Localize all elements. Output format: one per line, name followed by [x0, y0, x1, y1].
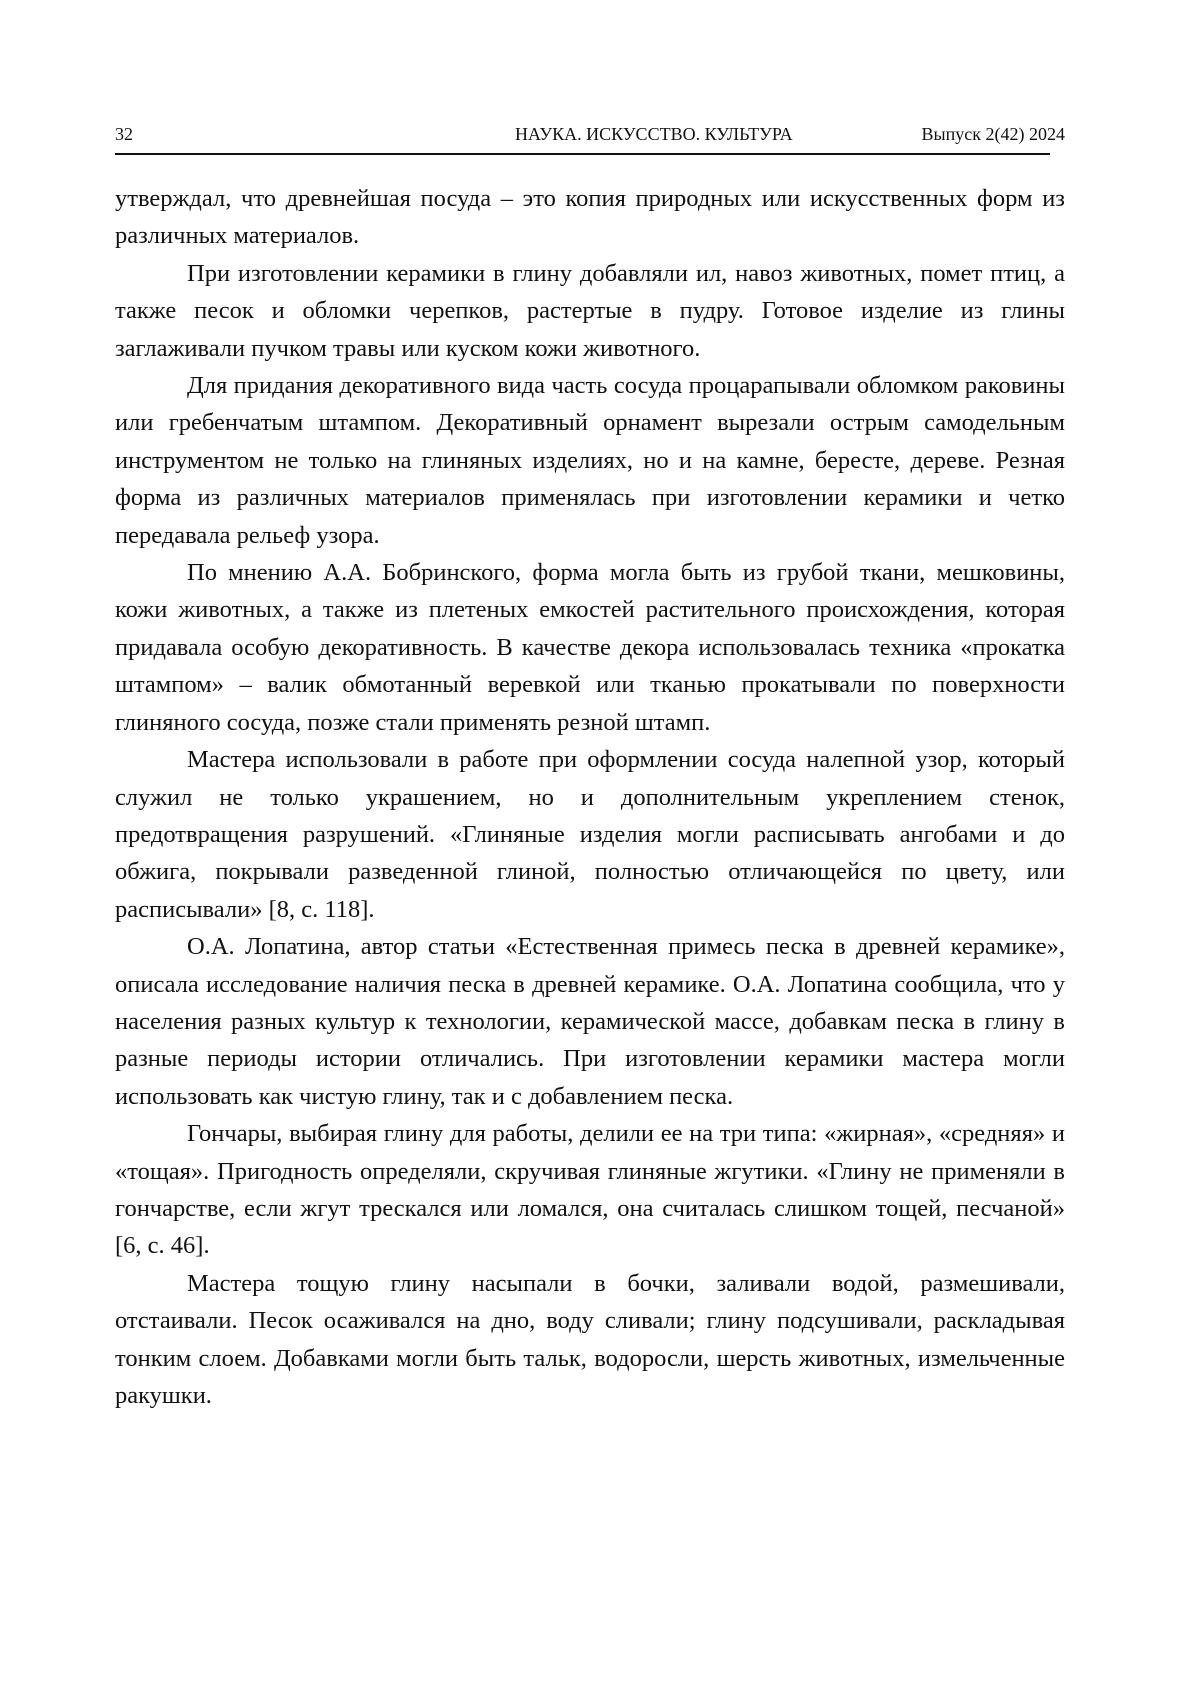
paragraph: Мастера тощую глину насыпали в бочки, заливали водой, размешивали, отстаивали. Песок осаживался на дно, воду сливали; глину подсушивали, раскладывая тонким слоем. Добавками могли быть тальк, водоросли, шерсть животных, измельченные ракушки.: [115, 1265, 1065, 1415]
paragraph: Гончары, выбирая глину для работы, делили ее на три типа: «жирная», «средняя» и «тощая». Пригодность определяли, скручивая глиняные жгутики. «Глину не применяли в гончарстве, если жгут трескался или ломался, она считалась слишком тощей, песчаной» [6, с. 46].: [115, 1115, 1065, 1265]
running-header: [115, 120, 1065, 150]
journal-title: НАУКА. ИСКУССТВО. КУЛЬТУРА: [515, 124, 955, 145]
paragraph: Мастера использовали в работе при оформлении сосуда налепной узор, который служил не только украшением, но и дополнительным укреплением стенок, предотвращения разрушений. «Глиняные изделия могли расписывать ангобами и до обжига, покрывали разведенной глиной, полностью отличающейся по цвету, или расписывали» [8, с. 118].: [115, 741, 1065, 928]
article-body: [115, 180, 1065, 1414]
document-page: [0, 0, 1200, 1697]
issue-info: Выпуск 2(42) 2024: [922, 124, 1065, 145]
page-number: 32: [115, 124, 133, 145]
paragraph: Для придания декоративного вида часть сосуда процарапывали обломком раковины или гребенчатым штампом. Декоративный орнамент вырезали острым самодельным инструментом не только на глиняных изделиях, но и на камне, бересте, дереве. Резная форма из различных материалов применялась при изготовлении керамики и четко передавала рельеф узора.: [115, 367, 1065, 554]
header-rule: [115, 153, 1050, 155]
paragraph-continuation: утверждал, что древнейшая посуда – это копия природных или искусственных форм из различных материалов.: [115, 180, 1065, 255]
paragraph: При изготовлении керамики в глину добавляли ил, навоз животных, помет птиц, а также песок и обломки черепков, растертые в пудру. Готовое изделие из глины заглаживали пучком травы или куском кожи животного.: [115, 255, 1065, 367]
paragraph: О.А. Лопатина, автор статьи «Естественная примесь песка в древней керамике», описала исследование наличия песка в древней керамике. О.А. Лопатина сообщила, что у населения разных культур к технологии, керамической массе, добавкам песка в глину в разные периоды истории отличались. При изготовлении керамики мастера могли использовать как чистую глину, так и с добавлением песка.: [115, 928, 1065, 1115]
paragraph: По мнению А.А. Бобринского, форма могла быть из грубой ткани, мешковины, кожи животных, а также из плетеных емкостей растительного происхождения, которая придавала особую декоративность. В качестве декора использовалась техника «прокатка штампом» – валик обмотанный веревкой или тканью прокатывали по поверхности глиняного сосуда, позже стали применять резной штамп.: [115, 554, 1065, 741]
